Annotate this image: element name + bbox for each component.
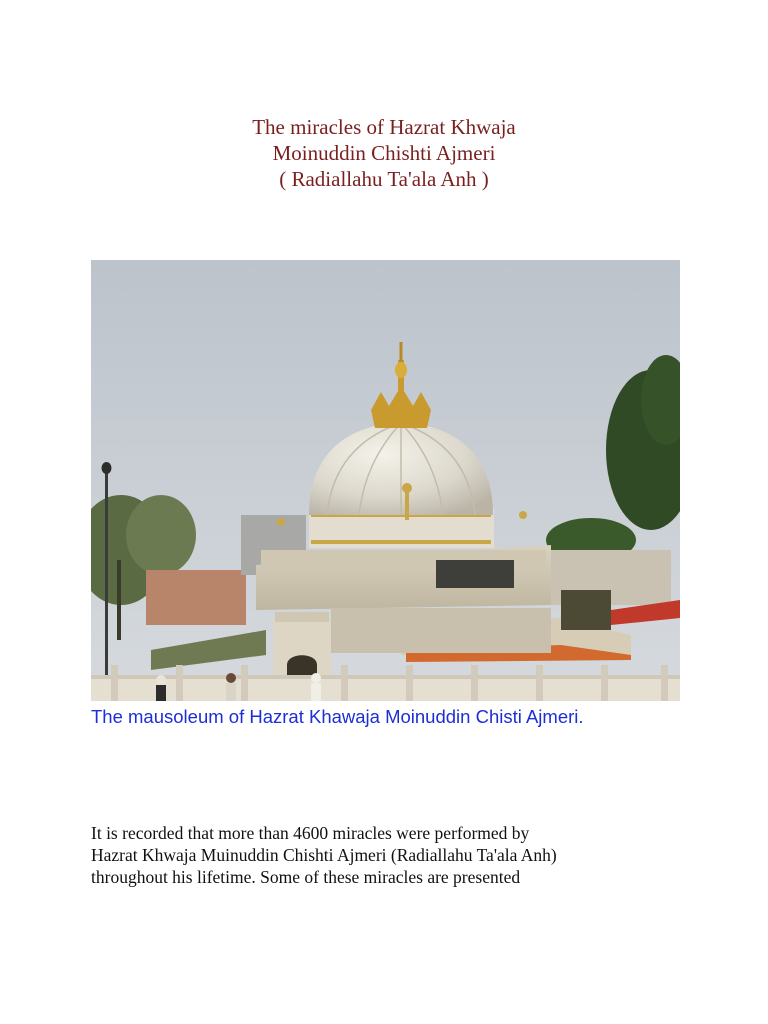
courtyard-wall [331,608,551,653]
photo-caption: The mausoleum of Hazrat Khawaja Moinuddin Chisti Ajmeri. [91,706,584,727]
background-building [146,570,246,625]
mausoleum-photo [91,260,680,701]
body-line-2: Hazrat Khwaja Muinuddin Chishti Ajmeri (Radiallahu Ta'ala Anh) [91,845,557,865]
page-title [0,114,768,192]
title-line-3: ( Radiallahu Ta'ala Anh ) [279,167,489,191]
mausoleum-base [256,545,551,610]
title-line-1: The miracles of Hazrat Khwaja [252,115,516,139]
body-paragraph [91,822,691,888]
title-line-2: Moinuddin Chishti Ajmeri [272,141,496,165]
body-line-3: throughout his lifetime. Some of these miracles are presented [91,867,521,887]
sign-board [561,590,611,630]
body-line-1: It is recorded that more than 4600 miracles were performed by [91,823,530,843]
